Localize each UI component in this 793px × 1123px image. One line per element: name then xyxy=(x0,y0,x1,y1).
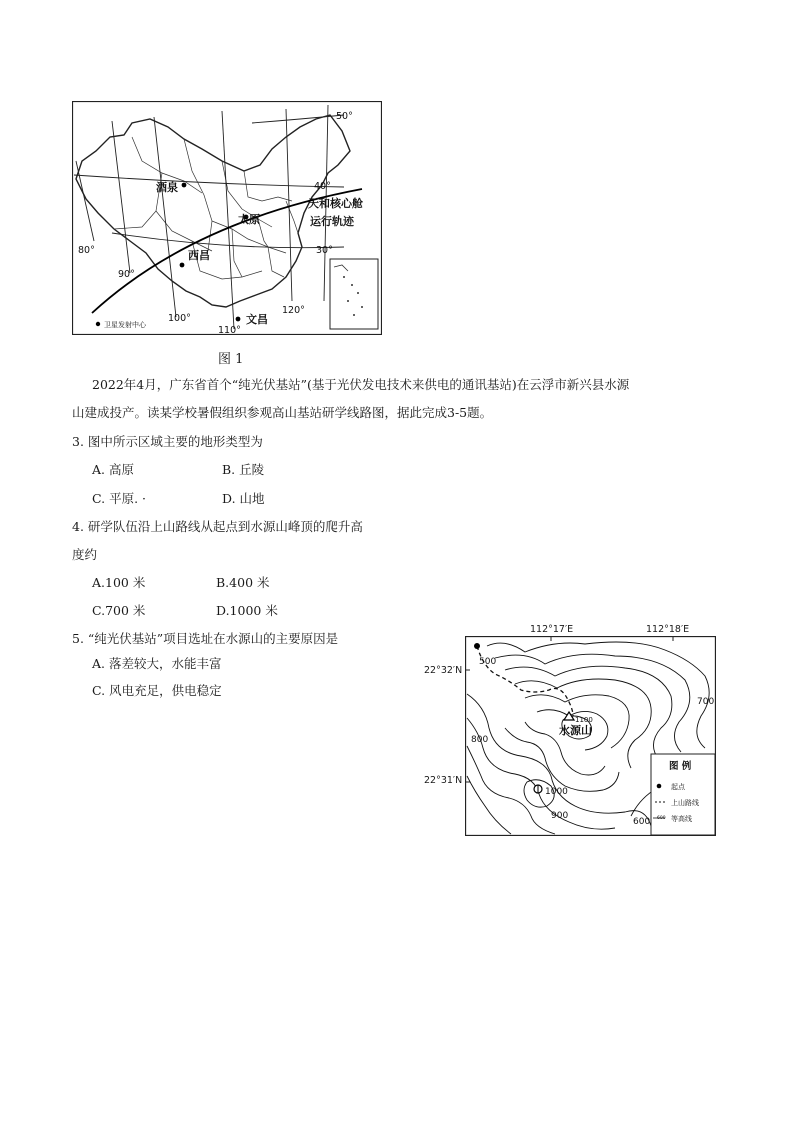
svg-text:上山路线: 上山路线 xyxy=(671,799,699,807)
svg-text:酒泉: 酒泉 xyxy=(156,181,178,194)
q4-option-c[interactable]: C.700 米 xyxy=(92,603,146,618)
svg-text:水源山: 水源山 xyxy=(559,724,592,737)
svg-text:100°: 100° xyxy=(168,313,191,324)
start-point xyxy=(474,643,480,649)
svg-text:起点: 起点 xyxy=(671,783,685,791)
china-map-figure xyxy=(72,101,382,335)
svg-text:40°: 40° xyxy=(314,181,331,192)
svg-text:图 例: 图 例 xyxy=(669,761,692,772)
lon-label-right: 112°18′E xyxy=(646,624,690,635)
svg-text:110°: 110° xyxy=(218,325,241,335)
q4-option-a[interactable]: A.100 米 xyxy=(92,575,146,590)
svg-text:等高线: 等高线 xyxy=(671,815,692,823)
legend-dot xyxy=(96,322,100,326)
svg-text:天和核心舱: 天和核心舱 xyxy=(308,197,363,210)
q3-option-a[interactable]: A. 高原 xyxy=(92,462,134,477)
lat-label-bottom: 22°31′N xyxy=(424,775,463,786)
svg-text:30°: 30° xyxy=(316,245,333,256)
q4-option-b[interactable]: B.400 米 xyxy=(216,575,270,590)
question-5-stem: 5. “纯光伏基站”项目选址在水源山的主要原因是 xyxy=(72,631,339,646)
wenchang-dot xyxy=(236,317,241,322)
svg-text:90°: 90° xyxy=(118,269,135,280)
lon-label-left: 112°17′E xyxy=(530,624,574,635)
q4-option-d[interactable]: D.1000 米 xyxy=(216,603,278,618)
map-legend xyxy=(651,754,715,835)
svg-text:运行轨迹: 运行轨迹 xyxy=(310,215,354,228)
passage-line2: 山建成投产。读某学校暑假组织参观高山基站研学线路图，据此完成3-5题。 xyxy=(72,405,493,420)
svg-text:50°: 50° xyxy=(336,111,353,122)
xichang-dot xyxy=(180,263,185,268)
q3-option-b[interactable]: B. 丘陵 xyxy=(222,462,265,477)
svg-text:卫星发射中心: 卫星发射中心 xyxy=(104,321,146,329)
question-3-stem: 3. 图中所示区域主要的地形类型为 xyxy=(72,434,263,449)
svg-text:文昌: 文昌 xyxy=(246,313,268,326)
svg-text:500: 500 xyxy=(479,657,497,667)
question-4-stem-line2: 度约 xyxy=(72,547,98,562)
q5-option-a[interactable]: A. 落差较大，水能丰富 xyxy=(92,656,222,671)
q3-option-d[interactable]: D. 山地 xyxy=(222,491,265,506)
question-4-stem-line1: 4. 研学队伍沿上山路线从起点到水源山峰顶的爬升高 xyxy=(72,519,363,534)
figure1-caption: 图 1 xyxy=(218,352,244,367)
lat-label-top: 22°32′N xyxy=(424,665,463,676)
passage-line1: 2022年4月，广东省首个“纯光伏基站”(基于光伏发电技术来供电的通讯基站)在云浮市新兴县水源 xyxy=(92,377,630,392)
svg-text:太原: 太原 xyxy=(238,213,260,226)
jiuquan-dot xyxy=(182,183,187,188)
svg-text:700: 700 xyxy=(697,697,715,707)
q3-option-c[interactable]: C. 平原. · xyxy=(92,491,146,506)
svg-text:800: 800 xyxy=(471,735,489,745)
svg-text:600: 600 xyxy=(657,816,666,821)
svg-text:80°: 80° xyxy=(78,245,95,256)
q5-option-c[interactable]: C. 风电充足，供电稳定 xyxy=(92,683,222,698)
svg-text:900: 900 xyxy=(551,811,569,821)
contour-map-figure xyxy=(465,636,716,836)
svg-text:1100: 1100 xyxy=(575,716,593,724)
svg-text:西昌: 西昌 xyxy=(188,249,210,262)
svg-text:1000: 1000 xyxy=(545,787,568,797)
svg-text:120°: 120° xyxy=(282,305,305,316)
svg-text:600: 600 xyxy=(633,817,651,827)
